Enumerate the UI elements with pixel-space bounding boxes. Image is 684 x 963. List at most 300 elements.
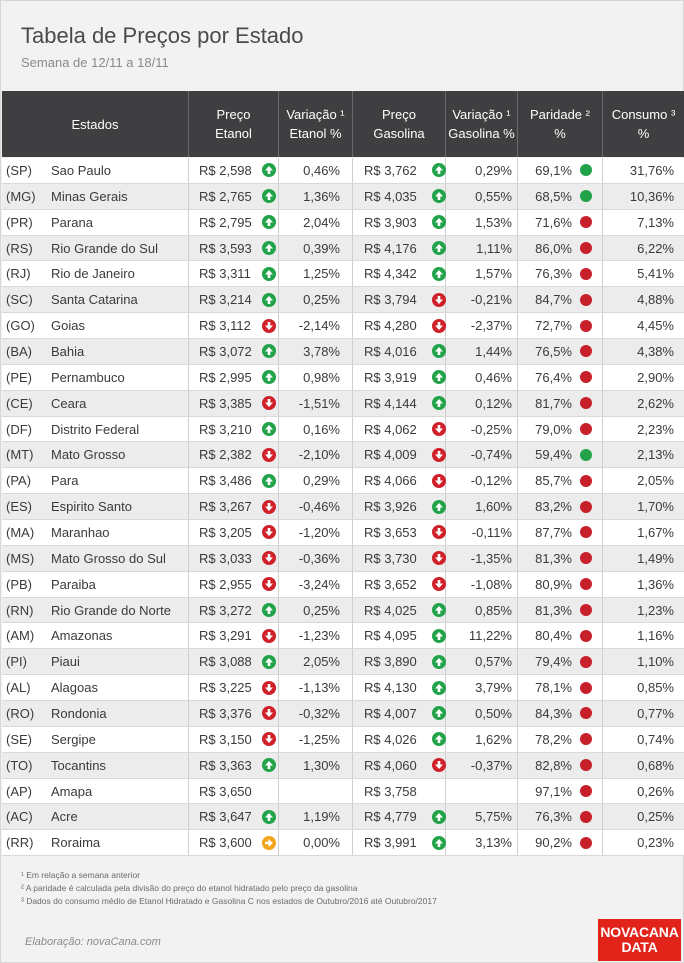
state-abbr: (PA) xyxy=(6,473,32,489)
arrow-up-icon xyxy=(432,396,446,410)
state-name: Mato Grosso do Sul xyxy=(51,550,166,566)
page-title: Tabela de Preços por Estado xyxy=(21,23,304,48)
etanol-variation: -1,23% xyxy=(298,628,340,644)
arrow-up-icon xyxy=(262,758,276,772)
state-name: Paraiba xyxy=(51,576,96,592)
paridade-value: 79,0% xyxy=(535,421,572,437)
paridade-value: 78,1% xyxy=(535,680,572,696)
paridade-value: 59,4% xyxy=(535,447,572,463)
paridade-indicator xyxy=(580,468,592,493)
arrow-up-icon xyxy=(262,267,276,281)
table-row xyxy=(2,572,684,598)
paridade-indicator xyxy=(580,598,592,623)
red-dot-icon xyxy=(580,604,592,616)
arrow-up-icon xyxy=(262,810,276,824)
state-abbr: (RR) xyxy=(6,835,34,851)
etanol-trend xyxy=(262,727,276,752)
gasolina-trend xyxy=(432,442,446,467)
consumo-value: 1,70% xyxy=(637,499,674,515)
gasolina-trend xyxy=(432,520,446,545)
paridade-indicator xyxy=(580,184,592,209)
etanol-trend xyxy=(262,287,276,312)
paridade-indicator xyxy=(580,417,592,442)
red-dot-icon xyxy=(580,242,592,254)
gasolina-price: R$ 3,890 xyxy=(364,654,417,670)
consumo-value: 1,16% xyxy=(637,628,674,644)
footnote-3: ³ Dados do consumo médio de Etanol Hidratado e Gasolina C nos estados de Outubro/2016 até Outubro/2017 xyxy=(21,896,437,906)
footnote-1: ¹ Em relação a semana anterior xyxy=(21,870,141,880)
paridade-indicator xyxy=(580,339,592,364)
gasolina-price: R$ 3,991 xyxy=(364,835,417,851)
header-preco-etanol: Preço Etanol xyxy=(215,107,252,141)
etanol-variation: 1,19% xyxy=(303,809,340,825)
gasolina-variation: 0,57% xyxy=(475,654,512,670)
paridade-indicator xyxy=(580,779,592,804)
red-dot-icon xyxy=(580,397,592,409)
arrow-up-icon xyxy=(262,189,276,203)
arrow-right-icon xyxy=(262,836,276,850)
gasolina-trend xyxy=(432,494,446,519)
etanol-trend xyxy=(262,468,276,493)
etanol-price: R$ 2,995 xyxy=(199,369,252,385)
red-dot-icon xyxy=(580,294,592,306)
etanol-price: R$ 3,272 xyxy=(199,602,252,618)
etanol-trend xyxy=(262,649,276,674)
arrow-up-icon xyxy=(262,474,276,488)
etanol-variation: 1,25% xyxy=(303,266,340,282)
arrow-down-icon xyxy=(262,629,276,643)
state-abbr: (BA) xyxy=(6,343,32,359)
etanol-price: R$ 3,205 xyxy=(199,524,252,540)
consumo-value: 1,36% xyxy=(637,576,674,592)
state-abbr: (AL) xyxy=(6,680,31,696)
table-row xyxy=(2,313,684,339)
state-abbr: (RO) xyxy=(6,705,35,721)
table-row xyxy=(2,365,684,391)
paridade-value: 71,6% xyxy=(535,214,572,230)
arrow-up-icon xyxy=(262,344,276,358)
paridade-value: 72,7% xyxy=(535,318,572,334)
etanol-price: R$ 3,112 xyxy=(199,318,251,334)
consumo-value: 31,76% xyxy=(629,162,674,178)
paridade-value: 82,8% xyxy=(535,757,572,773)
arrow-up-icon xyxy=(432,163,446,177)
state-abbr: (SP) xyxy=(6,162,32,178)
state-abbr: (RN) xyxy=(6,602,34,618)
table-row xyxy=(2,287,684,313)
arrow-up-icon xyxy=(432,810,446,824)
state-name: Goias xyxy=(51,318,85,334)
state-abbr: (AC) xyxy=(6,809,33,825)
etanol-price: R$ 3,088 xyxy=(199,654,252,670)
gasolina-trend xyxy=(432,598,446,623)
gasolina-variation: 0,50% xyxy=(475,705,512,721)
gasolina-price: R$ 4,060 xyxy=(364,757,417,773)
paridade-value: 76,3% xyxy=(535,809,572,825)
red-dot-icon xyxy=(580,785,592,797)
gasolina-variation: 1,62% xyxy=(475,731,512,747)
paridade-value: 87,7% xyxy=(535,524,572,540)
etanol-price: R$ 2,382 xyxy=(199,447,252,463)
state-name: Rio Grande do Sul xyxy=(51,240,158,256)
paridade-value: 90,2% xyxy=(535,835,572,851)
gasolina-price: R$ 4,026 xyxy=(364,731,417,747)
consumo-value: 0,68% xyxy=(637,757,674,773)
etanol-trend xyxy=(262,623,276,648)
paridade-indicator xyxy=(580,546,592,571)
arrow-up-icon xyxy=(262,370,276,384)
red-dot-icon xyxy=(580,707,592,719)
state-name: Sergipe xyxy=(51,731,96,747)
arrow-up-icon xyxy=(432,370,446,384)
state-abbr: (PR) xyxy=(6,214,33,230)
gasolina-trend xyxy=(432,365,446,390)
etanol-trend xyxy=(262,236,276,261)
state-name: Parana xyxy=(51,214,93,230)
state-abbr: (RS) xyxy=(6,240,33,256)
arrow-up-icon xyxy=(262,241,276,255)
gasolina-trend xyxy=(432,727,446,752)
gasolina-price: R$ 4,130 xyxy=(364,680,417,696)
consumo-value: 10,36% xyxy=(629,188,674,204)
gasolina-price: R$ 3,652 xyxy=(364,576,417,592)
etanol-variation: -1,25% xyxy=(298,731,340,747)
etanol-trend xyxy=(262,391,276,416)
etanol-trend xyxy=(262,675,276,700)
arrow-down-icon xyxy=(432,319,446,333)
gasolina-variation: 1,57% xyxy=(475,266,512,282)
consumo-value: 2,13% xyxy=(637,447,674,463)
arrow-up-icon xyxy=(432,655,446,669)
gasolina-variation: 0,85% xyxy=(475,602,512,618)
gasolina-trend xyxy=(432,158,446,183)
etanol-price: R$ 2,955 xyxy=(199,576,252,592)
gasolina-variation: -1,35% xyxy=(470,550,512,566)
arrow-down-icon xyxy=(262,500,276,514)
etanol-price: R$ 3,210 xyxy=(199,421,252,437)
table-row xyxy=(2,261,684,287)
gasolina-price: R$ 4,176 xyxy=(364,240,417,256)
arrow-down-icon xyxy=(432,293,446,307)
consumo-value: 7,13% xyxy=(637,214,674,230)
etanol-variation: -3,24% xyxy=(298,576,340,592)
etanol-price: R$ 3,267 xyxy=(199,499,252,515)
arrow-up-icon xyxy=(262,163,276,177)
red-dot-icon xyxy=(580,475,592,487)
gasolina-variation: 0,12% xyxy=(475,395,512,411)
gasolina-price: R$ 3,758 xyxy=(364,783,417,799)
paridade-indicator xyxy=(580,753,592,778)
paridade-indicator xyxy=(580,494,592,519)
arrow-down-icon xyxy=(432,474,446,488)
gasolina-variation: 0,29% xyxy=(475,162,512,178)
state-name: Minas Gerais xyxy=(51,188,128,204)
gasolina-trend xyxy=(432,701,446,726)
gasolina-price: R$ 4,025 xyxy=(364,602,417,618)
paridade-value: 78,2% xyxy=(535,731,572,747)
gasolina-variation: -0,74% xyxy=(470,447,512,463)
red-dot-icon xyxy=(580,216,592,228)
etanol-trend xyxy=(262,546,276,571)
state-abbr: (SC) xyxy=(6,292,33,308)
red-dot-icon xyxy=(580,656,592,668)
arrow-down-icon xyxy=(262,525,276,539)
arrow-up-icon xyxy=(432,215,446,229)
etanol-price: R$ 3,486 xyxy=(199,473,252,489)
etanol-variation: 1,36% xyxy=(303,188,340,204)
consumo-value: 4,38% xyxy=(637,343,674,359)
table-row xyxy=(2,236,684,262)
etanol-trend xyxy=(262,598,276,623)
state-abbr: (MA) xyxy=(6,524,35,540)
etanol-price: R$ 3,311 xyxy=(199,266,251,282)
paridade-indicator xyxy=(580,391,592,416)
paridade-value: 76,4% xyxy=(535,369,572,385)
arrow-up-icon xyxy=(432,629,446,643)
state-name: Rio Grande do Norte xyxy=(51,602,171,618)
consumo-value: 1,67% xyxy=(637,524,674,540)
state-name: Rondonia xyxy=(51,705,107,721)
arrow-down-icon xyxy=(262,732,276,746)
state-name: Ceara xyxy=(51,395,87,411)
etanol-price: R$ 3,072 xyxy=(199,343,252,359)
etanol-price: R$ 3,033 xyxy=(199,550,252,566)
state-name: Distrito Federal xyxy=(51,421,140,437)
etanol-variation: 0,46% xyxy=(303,162,340,178)
consumo-value: 0,23% xyxy=(637,835,674,851)
etanol-variation: 1,30% xyxy=(303,757,340,773)
gasolina-trend xyxy=(432,391,446,416)
arrow-down-icon xyxy=(432,525,446,539)
novacana-data-logo: NOVACANA DATA xyxy=(598,919,681,961)
paridade-value: 81,3% xyxy=(535,550,572,566)
etanol-trend xyxy=(262,804,276,829)
state-abbr: (MS) xyxy=(6,550,35,566)
arrow-up-icon xyxy=(432,344,446,358)
etanol-price: R$ 3,385 xyxy=(199,395,252,411)
gasolina-price: R$ 4,280 xyxy=(364,318,417,334)
etanol-price: R$ 3,600 xyxy=(199,835,252,851)
etanol-variation: 2,04% xyxy=(303,214,340,230)
paridade-indicator xyxy=(580,287,592,312)
arrow-down-icon xyxy=(432,551,446,565)
etanol-variation: -2,14% xyxy=(298,318,340,334)
paridade-indicator xyxy=(580,804,592,829)
paridade-value: 76,3% xyxy=(535,266,572,282)
red-dot-icon xyxy=(580,268,592,280)
arrow-up-icon xyxy=(432,681,446,695)
header-paridade: Paridade ² % xyxy=(530,107,590,141)
consumo-value: 6,22% xyxy=(637,240,674,256)
table-row xyxy=(2,649,684,675)
paridade-indicator xyxy=(580,727,592,752)
state-name: Bahia xyxy=(51,343,85,359)
etanol-variation: -2,10% xyxy=(298,447,340,463)
etanol-price: R$ 3,214 xyxy=(199,292,252,308)
gasolina-variation: -2,37% xyxy=(470,318,512,334)
state-name: Alagoas xyxy=(51,680,98,696)
paridade-indicator xyxy=(580,649,592,674)
arrow-down-icon xyxy=(432,448,446,462)
gasolina-variation: 0,55% xyxy=(475,188,512,204)
paridade-indicator xyxy=(580,623,592,648)
table-row xyxy=(2,210,684,236)
gasolina-trend xyxy=(432,236,446,261)
arrow-down-icon xyxy=(262,577,276,591)
arrow-down-icon xyxy=(262,551,276,565)
header-estados: Estados xyxy=(71,116,119,132)
table-row xyxy=(2,701,684,727)
state-name: Tocantins xyxy=(51,757,106,773)
etanol-price: R$ 3,650 xyxy=(199,783,252,799)
red-dot-icon xyxy=(580,501,592,513)
paridade-indicator xyxy=(580,675,592,700)
state-name: Roraima xyxy=(51,835,101,851)
etanol-price: R$ 3,291 xyxy=(199,628,252,644)
paridade-indicator xyxy=(580,520,592,545)
red-dot-icon xyxy=(580,345,592,357)
etanol-variation: 0,00% xyxy=(303,835,340,851)
consumo-value: 2,62% xyxy=(637,395,674,411)
etanol-variation: 0,25% xyxy=(303,602,340,618)
etanol-price: R$ 3,225 xyxy=(199,680,252,696)
paridade-value: 83,2% xyxy=(535,499,572,515)
state-abbr: (PI) xyxy=(6,654,27,670)
table-row xyxy=(2,442,684,468)
etanol-price: R$ 3,376 xyxy=(199,705,252,721)
gasolina-variation: 3,13% xyxy=(475,835,512,851)
red-dot-icon xyxy=(580,759,592,771)
gasolina-trend xyxy=(432,623,446,648)
gasolina-trend xyxy=(432,675,446,700)
table-row xyxy=(2,417,684,443)
consumo-value: 1,23% xyxy=(637,602,674,618)
gasolina-trend xyxy=(432,287,446,312)
etanol-price: R$ 3,150 xyxy=(199,731,252,747)
gasolina-variation xyxy=(454,779,512,804)
arrow-up-icon xyxy=(432,836,446,850)
paridade-value: 84,7% xyxy=(535,292,572,308)
gasolina-variation: -0,37% xyxy=(470,757,512,773)
gasolina-variation: 5,75% xyxy=(475,809,512,825)
gasolina-variation: 11,22% xyxy=(468,628,512,644)
state-name: Sao Paulo xyxy=(51,162,111,178)
etanol-price: R$ 2,765 xyxy=(199,188,252,204)
gasolina-price: R$ 4,007 xyxy=(364,705,417,721)
gasolina-price: R$ 3,653 xyxy=(364,524,417,540)
gasolina-price: R$ 4,144 xyxy=(364,395,417,411)
etanol-variation: 0,39% xyxy=(303,240,340,256)
arrow-up-icon xyxy=(432,603,446,617)
etanol-variation xyxy=(288,779,340,804)
etanol-variation: 2,05% xyxy=(303,654,340,670)
etanol-trend xyxy=(262,830,276,855)
gasolina-trend xyxy=(432,184,446,209)
etanol-variation: 0,29% xyxy=(303,473,340,489)
state-abbr: (PE) xyxy=(6,369,32,385)
paridade-indicator xyxy=(580,313,592,338)
etanol-trend xyxy=(262,365,276,390)
etanol-trend xyxy=(262,520,276,545)
etanol-trend xyxy=(262,753,276,778)
state-abbr: (CE) xyxy=(6,395,33,411)
gasolina-price: R$ 3,926 xyxy=(364,499,417,515)
etanol-trend xyxy=(262,417,276,442)
consumo-value: 5,41% xyxy=(637,266,674,282)
consumo-value: 2,05% xyxy=(637,473,674,489)
state-abbr: (RJ) xyxy=(6,266,31,282)
consumo-value: 2,23% xyxy=(637,421,674,437)
etanol-variation: 0,98% xyxy=(303,369,340,385)
table-row xyxy=(2,339,684,365)
paridade-indicator xyxy=(580,210,592,235)
paridade-value: 86,0% xyxy=(535,240,572,256)
paridade-value: 68,5% xyxy=(535,188,572,204)
etanol-price: R$ 2,598 xyxy=(199,162,252,178)
table-row xyxy=(2,184,684,210)
gasolina-variation: 0,46% xyxy=(475,369,512,385)
gasolina-variation: -1,08% xyxy=(470,576,512,592)
footnotes xyxy=(21,869,437,908)
arrow-down-icon xyxy=(262,706,276,720)
consumo-value: 4,88% xyxy=(637,292,674,308)
arrow-up-icon xyxy=(432,267,446,281)
state-name: Pernambuco xyxy=(51,369,125,385)
red-dot-icon xyxy=(580,578,592,590)
gasolina-price: R$ 3,919 xyxy=(364,369,417,385)
state-abbr: (AP) xyxy=(6,783,32,799)
arrow-up-icon xyxy=(432,189,446,203)
state-abbr: (AM) xyxy=(6,628,35,644)
table-row xyxy=(2,830,684,856)
red-dot-icon xyxy=(580,811,592,823)
etanol-variation: 0,25% xyxy=(303,292,340,308)
gasolina-price: R$ 4,779 xyxy=(364,809,417,825)
gasolina-variation: -0,11% xyxy=(471,524,512,540)
table-row xyxy=(2,804,684,830)
green-dot-icon xyxy=(580,164,592,176)
arrow-up-icon xyxy=(432,706,446,720)
arrow-down-icon xyxy=(262,319,276,333)
state-name: Piaui xyxy=(51,654,80,670)
red-dot-icon xyxy=(580,733,592,745)
gasolina-trend xyxy=(432,804,446,829)
gasolina-price: R$ 4,009 xyxy=(364,447,417,463)
gasolina-trend xyxy=(432,753,446,778)
header-consumo: Consumo ³ % xyxy=(611,107,676,141)
etanol-price: R$ 3,363 xyxy=(199,757,252,773)
paridade-indicator xyxy=(580,158,592,183)
gasolina-trend xyxy=(432,210,446,235)
gasolina-trend xyxy=(432,339,446,364)
gasolina-trend xyxy=(432,546,446,571)
consumo-value: 0,85% xyxy=(637,680,674,696)
gasolina-variation: 1,53% xyxy=(475,214,512,230)
state-name: Para xyxy=(51,473,79,489)
etanol-variation: 3,78% xyxy=(303,343,340,359)
etanol-price: R$ 2,795 xyxy=(199,214,252,230)
header-variacao-gasolina: Variação ¹ Gasolina % xyxy=(448,107,515,141)
consumo-value: 0,25% xyxy=(637,809,674,825)
consumo-value: 0,26% xyxy=(637,783,674,799)
arrow-up-icon xyxy=(432,241,446,255)
arrow-up-icon xyxy=(262,655,276,669)
gasolina-price: R$ 4,062 xyxy=(364,421,417,437)
arrow-up-icon xyxy=(432,500,446,514)
etanol-trend xyxy=(262,210,276,235)
gasolina-variation: 1,44% xyxy=(475,343,512,359)
etanol-trend xyxy=(262,701,276,726)
